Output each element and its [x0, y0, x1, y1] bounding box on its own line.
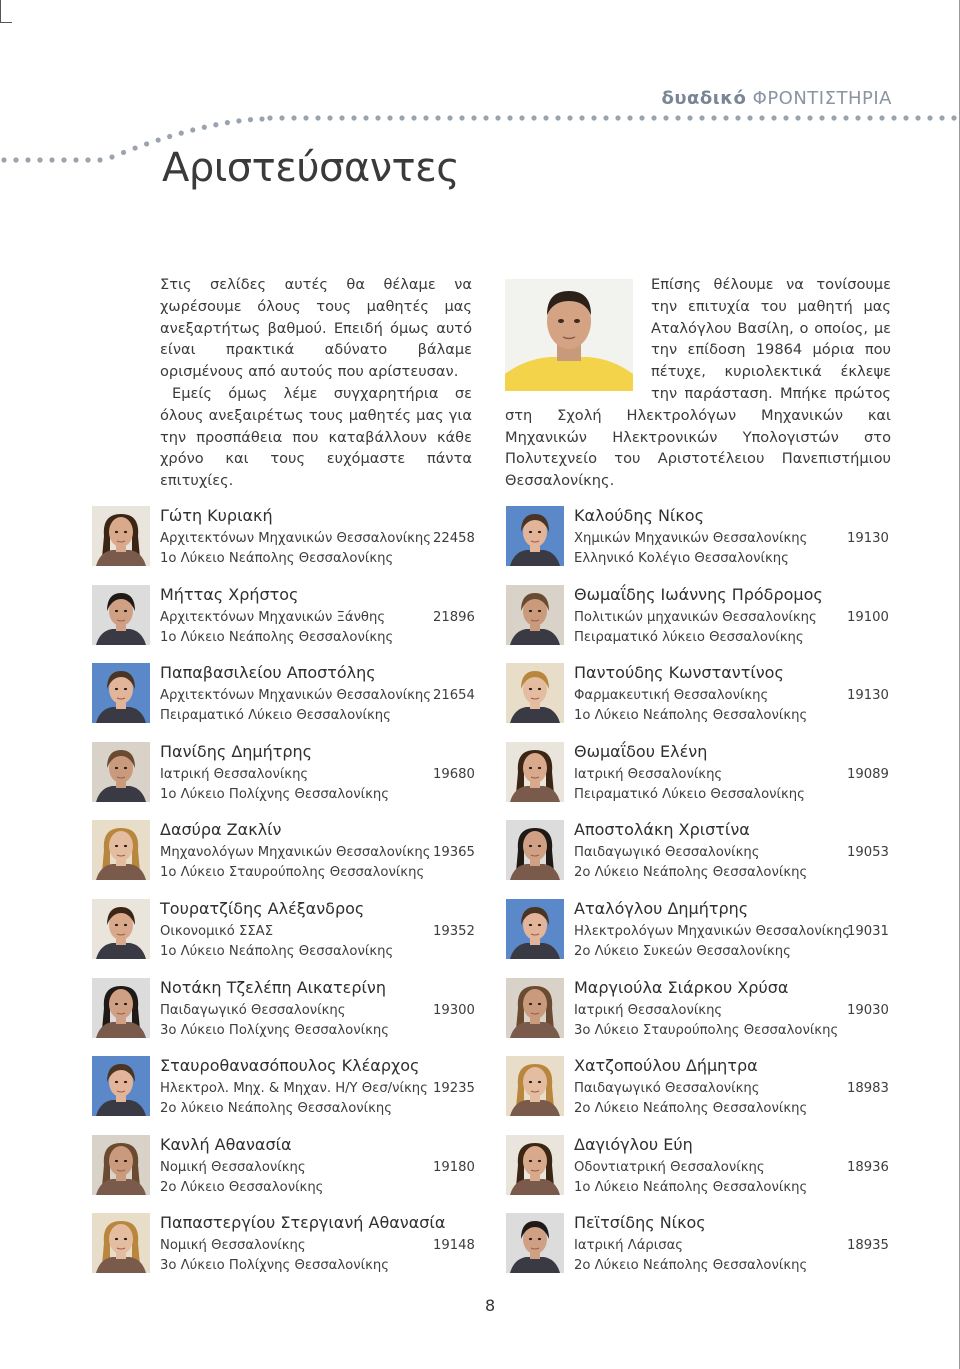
student-school: Νομική Θεσσαλονίκης [160, 1238, 306, 1254]
student-name: Παπαβασιλείου Αποστόλης [160, 663, 376, 683]
student-score: 19365 [433, 845, 475, 861]
decorative-dot [435, 115, 440, 120]
student-entry [92, 820, 482, 899]
student-school: Ιατρική Θεσσαλονίκης [574, 766, 723, 782]
decorative-dot [259, 116, 264, 121]
intro-paragraph-1: Στις σελίδες αυτές θα θέλαμε να χωρέσουμε όλους τους μαθητές μας ανεξαρτήτως βαθμού. Επειδή όμως αυτό είναι πρακτικά αδύνατο βάλαμε ορισμένους από αυτούς που αρίστευσαν. [160, 276, 472, 381]
student-name: Κανλή Αθανασία [160, 1134, 292, 1154]
student-school: Αρχιτεκτόνων Μηχανικών Θεσσαλονίκης [160, 531, 432, 546]
student-photo [92, 820, 150, 880]
student-highschool: 1ο Λύκειο Πολίχνης Θεσσαλονίκης [160, 786, 389, 802]
student-entry [506, 742, 896, 821]
decorative-dot [915, 115, 920, 120]
student-highschool: 3ο Λύκειο Σταυρούπολης Θεσσαλονίκης [574, 1022, 839, 1038]
decorative-dot [13, 157, 18, 162]
student-highschool: Ελληνικό Κολέγιο Θεσσαλονίκης [574, 551, 789, 566]
decorative-dot [399, 115, 404, 120]
decorative-dot [144, 141, 149, 146]
decorative-dot [213, 122, 218, 127]
student-school: Χημικών Μηχανικών Θεσσαλονίκης [574, 531, 808, 546]
decorative-dot [951, 115, 956, 120]
student-score: 19180 [433, 1159, 475, 1175]
decorative-dot [675, 115, 680, 120]
student-name: Παντούδης Κωνσταντίνος [574, 663, 784, 683]
decorative-dot [759, 115, 764, 120]
decorative-dot [723, 115, 728, 120]
student-score: 21654 [433, 688, 475, 704]
student-highschool: 3ο Λύκειο Πολίχνης Θεσσαλονίκης [160, 1022, 389, 1038]
student-highschool: 1ο Λύκειο Νεάπολης Θεσσαλονίκης [160, 629, 394, 645]
student-name: Πεϊτσίδης Νίκος [574, 1213, 706, 1233]
student-highschool: 1ο Λύκειο Νεάπολης Θεσσαλονίκης [574, 708, 808, 724]
student-entry [92, 1213, 482, 1292]
student-score: 22458 [433, 531, 475, 546]
student-name: Αποστολάκη Χριστίνα [574, 820, 750, 840]
decorative-dot [867, 115, 872, 120]
student-score: 19130 [847, 688, 889, 704]
student-highschool: Πειραματικό λύκειο Θεσσαλονίκης [574, 629, 804, 645]
decorative-dot [202, 125, 207, 130]
student-score: 19030 [847, 1002, 889, 1018]
decorative-dot [651, 115, 656, 120]
decorative-dot [97, 157, 102, 162]
decorative-dot [747, 115, 752, 120]
decorative-dot [121, 150, 126, 155]
decorative-dot [687, 115, 692, 120]
decorative-dot [73, 157, 78, 162]
decorative-dot [567, 115, 572, 120]
brand-bold: δυαδικό [661, 88, 747, 109]
student-photo [92, 1135, 150, 1195]
student-score: 19100 [847, 609, 889, 625]
decorative-dot [236, 118, 241, 123]
decorative-dot [795, 115, 800, 120]
student-entry [506, 585, 896, 664]
decorative-dot [855, 115, 860, 120]
student-school: Αρχιτεκτόνων Μηχανικών Θεσσαλονίκης [160, 688, 432, 704]
decorative-dot [831, 115, 836, 120]
student-photo [506, 899, 564, 959]
brand-rest: ΦΡΟΝΤΙΣΤΗΡΙΑ [752, 88, 892, 109]
decorative-dot [363, 115, 368, 120]
student-name: Αταλόγλου Δημήτρης [574, 898, 749, 918]
student-name: Δαγιόγλου Εύη [574, 1134, 693, 1154]
page-title: Αριστεύσαντες [162, 145, 460, 191]
student-name: Μαργιούλα Σιάρκου Χρύσα [574, 977, 789, 997]
student-photo [506, 1056, 564, 1116]
decorative-dot [303, 115, 308, 120]
student-photo [92, 663, 150, 723]
decorative-dot [351, 115, 356, 120]
student-name: Θωμαΐδης Ιωάννης Πρόδρομος [574, 584, 823, 604]
student-score: 19148 [433, 1238, 475, 1254]
student-highschool: 2ο Λύκειο Συκεών Θεσσαλονίκης [574, 943, 791, 959]
student-score: 19130 [847, 531, 889, 546]
decorative-dot [387, 115, 392, 120]
decorative-dot [267, 115, 272, 120]
decorative-dot [61, 157, 66, 162]
decorative-dot [85, 157, 90, 162]
decorative-dot [663, 115, 668, 120]
decorative-dot [807, 115, 812, 120]
student-name: Καλούδης Νίκος [574, 506, 704, 525]
students-left-column [92, 506, 482, 1292]
intro-paragraph-2: Εμείς όμως λέμε συγχαρητήρια σε όλους ανεξαιρέτως τους μαθητές μας για την προσπάθεια που καταβάλλουν κάθε χρόνο και τους ευχόμαστε πάντα επιτυχίες. [160, 384, 472, 490]
student-score: 19352 [433, 923, 475, 939]
student-school: Παιδαγωγικό Θεσσαλονίκης [574, 1081, 760, 1097]
intro-right-paragraph: Επίσης θέλουμε να τονίσουμε την επιτυχία του μαθητή μας Αταλόγλου Βασίλη, ο οποίος, με την επίδοση 19864 μόρια που πέτυχε, κυριολεκτικά έκλεψε την παράσταση. Μπήκε πρώτος στη Σχολή Ηλεκτρολόγων Μηχανικών και Μηχανικών Ηλεκτρονικών Υπολογιστών στο Πολυτεχνείο του Αριστοτέλειου Πανεπιστήμιου Θεσσαλονίκης. [505, 276, 891, 490]
student-name: Θωμαΐδου Ελένη [574, 741, 708, 761]
decorative-dot [879, 115, 884, 120]
decorative-dot [519, 115, 524, 120]
student-score: 19680 [433, 766, 475, 782]
decorative-dot [49, 157, 54, 162]
student-highschool: 1ο Λύκειο Σταυρούπολης Θεσσαλονίκης [160, 865, 425, 881]
student-highschool: 2ο λύκειο Νεάπολης Θεσσαλονίκης [160, 1101, 392, 1117]
student-highschool: Πειραματικό Λύκειο Θεσσαλονίκης [160, 708, 391, 724]
student-photo [92, 1056, 150, 1116]
student-entry [92, 1135, 482, 1214]
student-entry [92, 506, 482, 585]
decorative-dot [471, 115, 476, 120]
decorative-dot [447, 115, 452, 120]
student-score: 19235 [433, 1081, 475, 1097]
decorative-dot [339, 115, 344, 120]
student-highschool: 1ο Λύκειο Νεάπολης Θεσσαλονίκης [160, 551, 394, 566]
student-photo [506, 1213, 564, 1273]
student-school: Πολιτικών μηχανικών Θεσσαλονίκης [574, 609, 817, 625]
student-school: Ηλεκτρολόγων Μηχανικών Θεσσαλονίκης [574, 923, 851, 939]
student-score: 19031 [847, 923, 889, 939]
student-entry [92, 899, 482, 978]
students-right-column [506, 506, 896, 1292]
decorative-dot [579, 115, 584, 120]
decorative-dot [423, 115, 428, 120]
student-score: 19300 [433, 1002, 475, 1018]
student-entry [506, 899, 896, 978]
student-highschool: 2ο Λύκειο Νεάπολης Θεσσαλονίκης [574, 1258, 808, 1274]
student-photo [506, 1135, 564, 1195]
decorative-dot [939, 115, 944, 120]
decorative-dot [819, 115, 824, 120]
decorative-dot [843, 115, 848, 120]
student-name: Γώτη Κυριακή [160, 506, 273, 525]
decorative-dot [507, 115, 512, 120]
decorative-dot [179, 131, 184, 136]
featured-student-photo [505, 279, 633, 391]
decorative-dot [327, 115, 332, 120]
decorative-dot [495, 115, 500, 120]
decorative-dot [411, 115, 416, 120]
decorative-dot [279, 115, 284, 120]
student-entry [92, 742, 482, 821]
decorative-dot [291, 115, 296, 120]
student-entry [506, 1135, 896, 1214]
student-entry [506, 506, 896, 585]
student-school: Οικονομικό ΣΣΑΣ [160, 923, 274, 939]
student-name: Σταυροθανασόπουλος Κλέαρχος [160, 1056, 420, 1076]
student-name: Πανίδης Δημήτρης [160, 741, 313, 761]
student-highschool: 1ο Λύκειο Νεάπολης Θεσσαλονίκης [160, 943, 394, 959]
student-entry [92, 663, 482, 742]
decorative-dot [699, 115, 704, 120]
decorative-dot [735, 115, 740, 120]
student-school: Νομική Θεσσαλονίκης [160, 1159, 306, 1175]
student-name: Μήττας Χρήστος [160, 584, 299, 604]
decorative-dot [109, 154, 114, 159]
decorative-dot [190, 127, 195, 132]
student-entry [506, 663, 896, 742]
student-photo [506, 585, 564, 645]
student-photo [92, 978, 150, 1038]
student-photo [506, 506, 564, 566]
student-school: Ιατρική Θεσσαλονίκης [574, 1002, 723, 1018]
decorative-dot [903, 115, 908, 120]
decorative-dot [459, 115, 464, 120]
student-photo [506, 978, 564, 1038]
decorative-dot [627, 115, 632, 120]
student-highschool: 2ο Λύκειο Νεάπολης Θεσσαλονίκης [574, 865, 808, 881]
student-score: 18983 [847, 1081, 889, 1097]
student-photo [506, 742, 564, 802]
decorative-dot [1, 157, 6, 162]
intro-right-text [505, 274, 891, 492]
student-entry [506, 1056, 896, 1135]
decorative-dot [555, 115, 560, 120]
student-score: 21896 [433, 609, 475, 625]
page-number: 8 [485, 1296, 496, 1315]
student-name: Παπαστεργίου Στεργιανή Αθανασία [160, 1213, 446, 1233]
decorative-dot [543, 115, 548, 120]
student-school: Μηχανολόγων Μηχανικών Θεσσαλονίκης [160, 845, 431, 861]
decorative-dot [711, 115, 716, 120]
student-score: 19089 [847, 766, 889, 782]
student-school: Ηλεκτρολ. Μηχ. & Μηχαν. Η/Υ Θεσ/νίκης [160, 1081, 428, 1097]
student-school: Ιατρική Θεσσαλονίκης [160, 766, 309, 782]
student-name: Τουρατζίδης Αλέξανδρος [160, 898, 365, 918]
decorative-dot [167, 134, 172, 139]
student-score: 18936 [847, 1159, 889, 1175]
decorative-dot [531, 115, 536, 120]
student-school: Αρχιτεκτόνων Μηχανικών Ξάνθης [160, 609, 386, 625]
student-name: Νοτάκη Τζελέπη Αικατερίνη [160, 977, 386, 997]
intro-left-text [160, 274, 472, 492]
student-highschool: 3ο Λύκειο Πολίχνης Θεσσαλονίκης [160, 1258, 389, 1274]
student-highschool: 2ο Λύκειο Νεάπολης Θεσσαλονίκης [574, 1101, 808, 1117]
decorative-dot [639, 115, 644, 120]
decorative-dot [927, 115, 932, 120]
student-highschool: Πειραματικό Λύκειο Θεσσαλονίκης [574, 786, 805, 802]
student-photo [92, 899, 150, 959]
student-photo [506, 663, 564, 723]
decorative-dot [315, 115, 320, 120]
student-school: Φαρμακευτική Θεσσαλονίκης [574, 688, 769, 704]
decorative-dot [783, 115, 788, 120]
student-entry [92, 1056, 482, 1135]
student-entry [92, 978, 482, 1057]
student-entry [506, 978, 896, 1057]
student-highschool: 2ο Λύκειο Θεσσαλονίκης [160, 1179, 324, 1195]
student-photo [92, 585, 150, 645]
student-highschool: 1ο Λύκειο Νεάπολης Θεσσαλονίκης [574, 1179, 808, 1195]
student-school: Ιατρική Λάρισας [574, 1238, 684, 1254]
decorative-dot [483, 115, 488, 120]
student-entry [506, 820, 896, 899]
decorative-dot [603, 115, 608, 120]
decorative-dot [25, 157, 30, 162]
decorative-dot [132, 145, 137, 150]
student-score: 19053 [847, 845, 889, 861]
student-photo [92, 506, 150, 566]
decorative-dot [891, 115, 896, 120]
decorative-dot [591, 115, 596, 120]
decorative-dot [771, 115, 776, 120]
student-school: Παιδαγωγικό Θεσσαλονίκης [160, 1002, 346, 1018]
decorative-dot [615, 115, 620, 120]
decorative-dot [225, 120, 230, 125]
student-name: Δασύρα Ζακλίν [160, 820, 282, 840]
decorative-dot [375, 115, 380, 120]
student-score: 18935 [847, 1238, 889, 1254]
student-name: Χατζοπούλου Δήμητρα [574, 1056, 758, 1076]
student-photo [506, 820, 564, 880]
student-entry [92, 585, 482, 664]
student-school: Οδοντιατρική Θεσσαλονίκης [574, 1159, 765, 1175]
decorative-dot [37, 157, 42, 162]
decorative-dot [156, 137, 161, 142]
student-school: Παιδαγωγικό Θεσσαλονίκης [574, 845, 760, 861]
student-entry [506, 1213, 896, 1292]
brand-logo [662, 88, 893, 109]
student-photo [92, 742, 150, 802]
decorative-dot [248, 117, 253, 122]
student-photo [92, 1213, 150, 1273]
